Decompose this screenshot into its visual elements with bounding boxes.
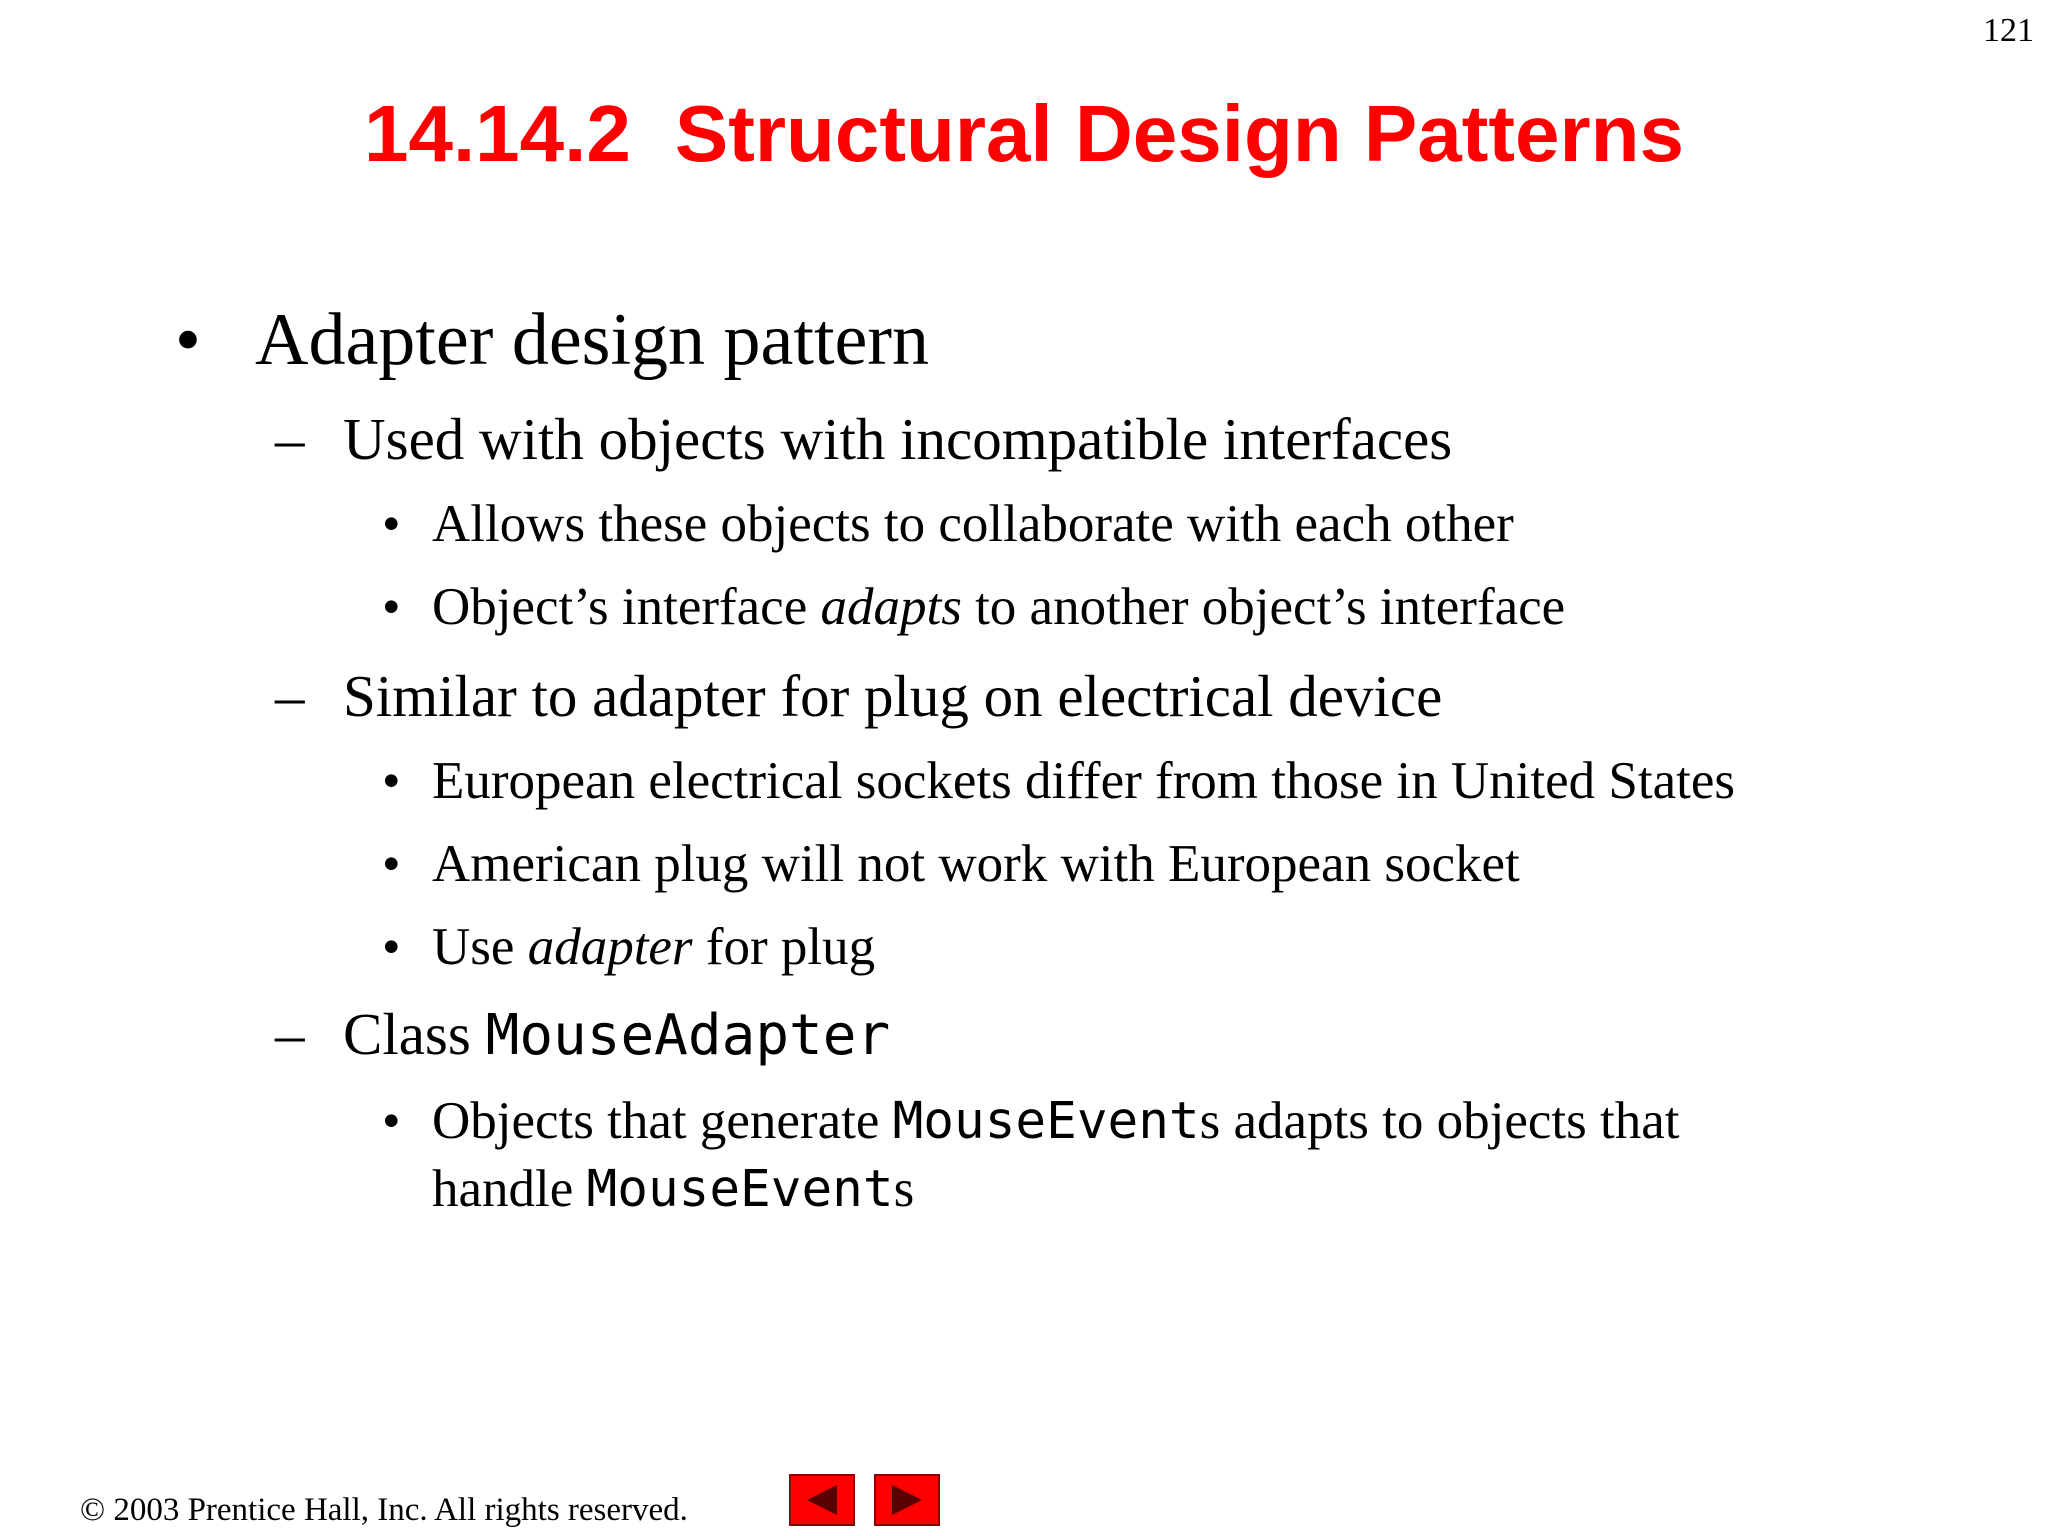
sub-bullet-text: Used with objects with incompatible interfaces (343, 406, 1453, 472)
item-text-pre: handle (432, 1160, 587, 1218)
item-text: European electrical sockets differ from those in United States (432, 752, 1735, 810)
item-text-pre: Objects that generate (432, 1092, 893, 1150)
item-adapts (382, 578, 1566, 636)
item-text-emphasis: adapts (820, 578, 962, 636)
item-text: Allows these objects to collaborate with each other (432, 495, 1514, 553)
slide-title (0, 89, 2048, 178)
bullet-marker: • (382, 835, 401, 893)
dash-marker: – (275, 1001, 305, 1067)
dash-marker: – (275, 406, 305, 472)
dash-marker: – (275, 663, 305, 729)
bullet-marker: • (382, 752, 401, 810)
code-mouseevent: MouseEvent (892, 1092, 1200, 1151)
bullet-marker: • (382, 918, 401, 976)
item-use-adapter (382, 918, 876, 976)
item-american-plug (382, 835, 1520, 893)
item-mouseevents (382, 1092, 1680, 1151)
next-slide-button[interactable] (874, 1474, 940, 1526)
item-european-sockets (382, 752, 1735, 810)
item-text: American plug will not work with European socket (432, 835, 1520, 893)
page-number: 121 (1983, 12, 2034, 49)
previous-slide-button[interactable] (789, 1474, 855, 1526)
bullet-marker: • (382, 495, 401, 553)
item-text-emphasis: adapter (527, 918, 693, 976)
code-mouseadapter: MouseAdapter (485, 1003, 891, 1068)
bullet-text: Adapter design pattern (255, 299, 929, 381)
item-text-post: to another object’s interface (961, 578, 1566, 636)
item-text-post: s (893, 1160, 915, 1218)
bullet-adapter-pattern (175, 299, 929, 381)
bullet-marker: • (382, 578, 401, 636)
sub-bullet-text: Class (343, 1001, 486, 1067)
title-text: Structural Design Patterns (674, 89, 1685, 178)
right-triangle-icon (876, 1476, 938, 1524)
sub-bullet-electrical (275, 663, 1443, 729)
item-collaborate (382, 495, 1514, 553)
bullet-marker: • (175, 299, 201, 381)
bullet-marker: • (382, 1092, 401, 1150)
sub-bullet-incompatible (275, 406, 1453, 472)
item-text-post: for plug (692, 918, 876, 976)
section-number: 14.14.2 (363, 89, 631, 178)
item-mouseevents-continued (432, 1160, 915, 1219)
sub-bullet-text: Similar to adapter for plug on electrical device (343, 663, 1443, 729)
item-text-pre: Object’s interface (432, 578, 821, 636)
copyright-footer: © 2003 Prentice Hall, Inc. All rights reserved. (80, 1492, 688, 1528)
sub-bullet-mouseadapter (275, 1001, 891, 1068)
item-text-pre: Use (432, 918, 528, 976)
code-mouseevent: MouseEvent (586, 1160, 894, 1219)
item-text-post: s adapts to objects that (1199, 1092, 1680, 1150)
left-triangle-icon (791, 1476, 853, 1524)
